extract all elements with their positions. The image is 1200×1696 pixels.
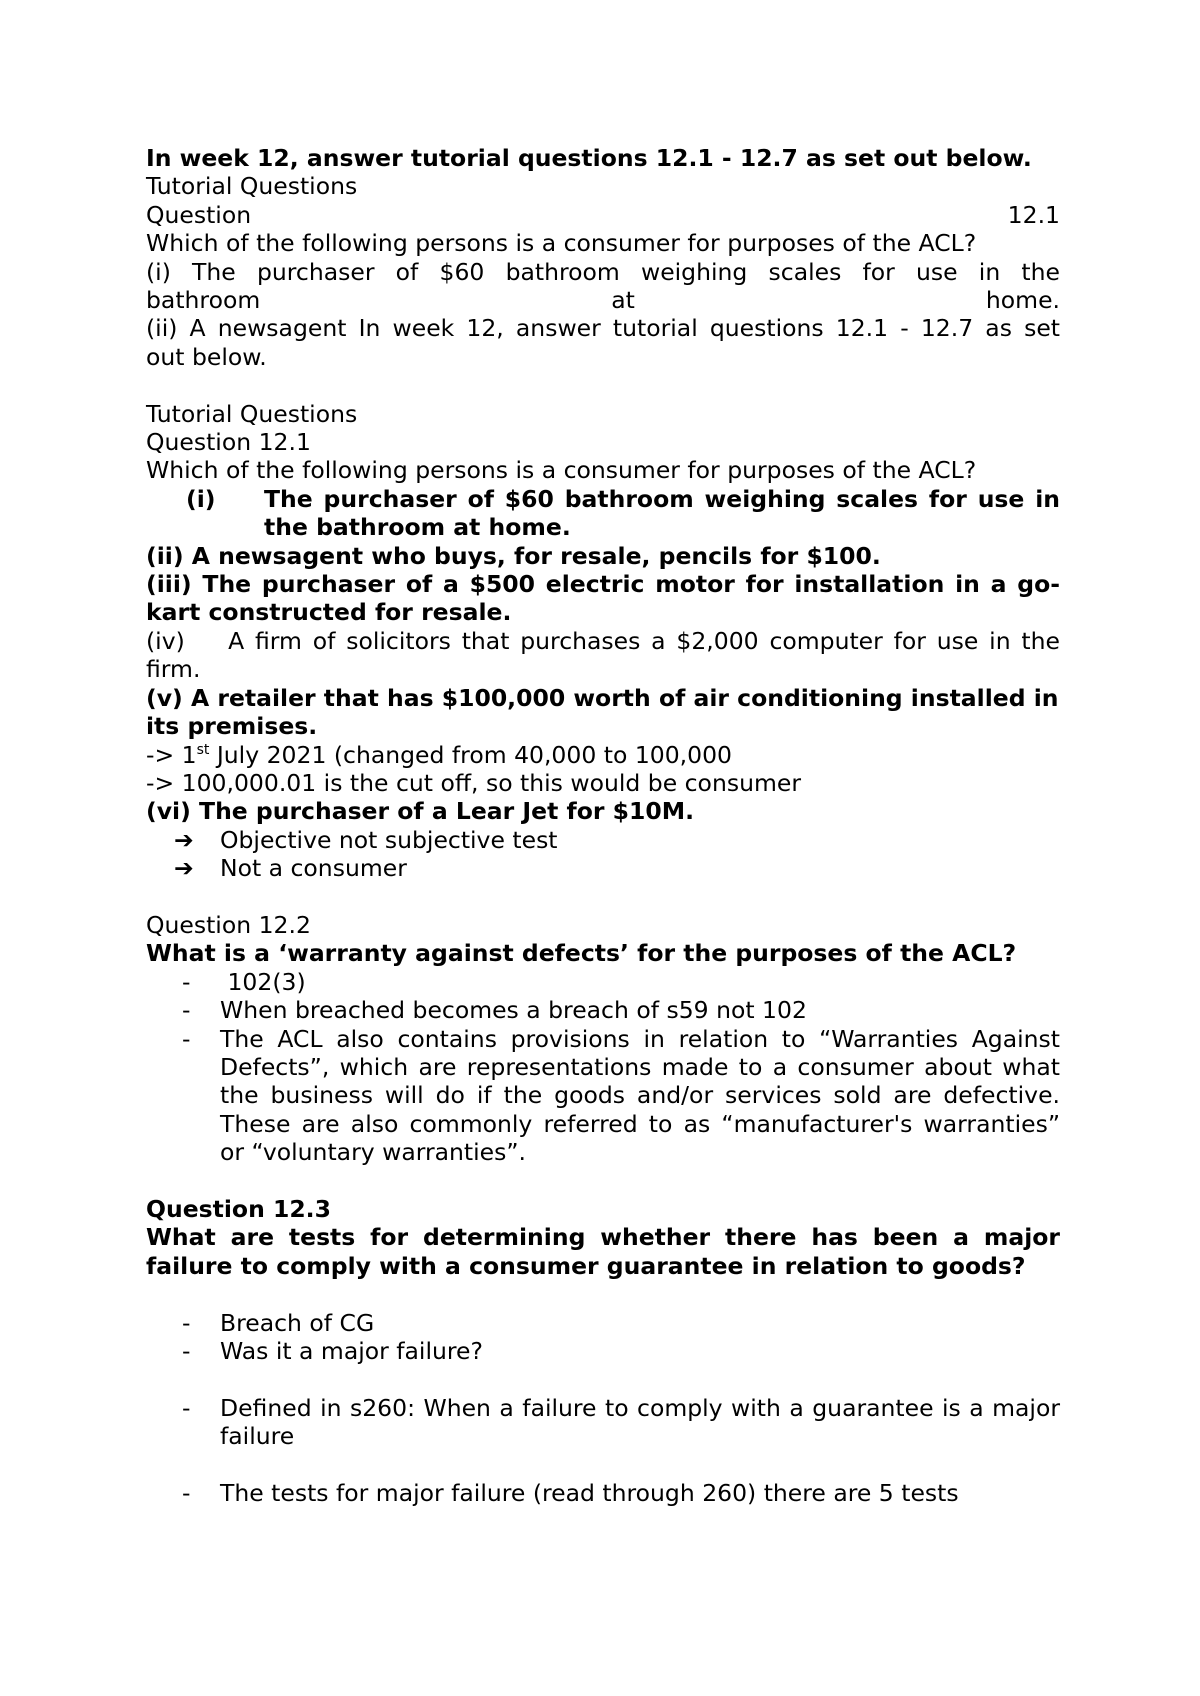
question-12-1-text: Which of the following persons is a consumer for purposes of the ACL? bbox=[146, 456, 977, 485]
dash-bullet: - bbox=[182, 1337, 191, 1365]
list-item-text: Objective not subjective test bbox=[220, 825, 558, 854]
note-1 bbox=[146, 741, 1060, 769]
item-i-text: The purchaser of $60 bathroom weighing scales for use in the bathroom at home. bbox=[264, 484, 1060, 542]
intro-heading: In week 12, answer tutorial questions 12.1 - 12.7 as set out below. bbox=[146, 144, 1032, 172]
tutorial-subheading: Tutorial Questions bbox=[146, 399, 358, 428]
intro-word: bathroom bbox=[146, 286, 261, 315]
list-item bbox=[146, 968, 1060, 996]
spacer bbox=[146, 1280, 1060, 1308]
dash-bullet: - bbox=[182, 967, 191, 996]
list-item-text: Not a consumer bbox=[220, 854, 407, 883]
question-12-3-title: Question 12.3 bbox=[146, 1194, 331, 1223]
question-12-2-title: Question 12.2 bbox=[146, 910, 311, 939]
item-i bbox=[146, 485, 1060, 542]
intro-question-text: Which of the following persons is a consumer for purposes of the ACL? bbox=[146, 229, 977, 258]
question-12-2-text: What is a ‘warranty against defects’ for the purposes of the ACL? bbox=[146, 939, 1017, 968]
dash-list bbox=[146, 1309, 1060, 1366]
note-2: -> 100,000.01 is the cut off, so this would be consumer bbox=[146, 768, 801, 797]
document-body bbox=[146, 144, 1060, 1507]
list-item-text: The ACL also contains provisions in relation to “Warranties Against Defects”, which are representations made to a consumer about what the business will do if the goods and/or services sold are defective. These are also commonly referred to as “manufacturer's warranties” or “voluntary warranties”. bbox=[220, 1024, 1060, 1167]
dash-bullet: - bbox=[182, 996, 191, 1025]
dash-list bbox=[146, 1394, 1060, 1451]
dash-bullet: - bbox=[182, 1393, 191, 1422]
intro-question-line bbox=[146, 201, 1060, 229]
dash-bullet: - bbox=[182, 1024, 191, 1053]
intro-word: home. bbox=[985, 286, 1060, 315]
list-item bbox=[146, 1394, 1060, 1451]
spacer bbox=[146, 1167, 1060, 1195]
arrow-icon: ➔ bbox=[174, 854, 194, 883]
note-1-prefix: -> 1 bbox=[146, 740, 197, 769]
list-item bbox=[146, 1309, 1060, 1337]
item-iv bbox=[146, 627, 1060, 684]
intro-question-number: 12.1 bbox=[1007, 200, 1060, 229]
spacer bbox=[146, 371, 1060, 399]
list-item-text: Defined in s260: When a failure to comply with a guarantee is a major failure bbox=[220, 1393, 1060, 1451]
question-12-3-text: What are tests for determining whether there has been a major failure to comply with a consumer guarantee in relation to goods? bbox=[146, 1223, 1060, 1280]
item-iv-text: A firm of solicitors that purchases a $2,000 computer for use in the firm. bbox=[146, 626, 1060, 684]
dash-list bbox=[146, 968, 1060, 1167]
arrow-list bbox=[146, 826, 1060, 883]
list-item bbox=[146, 1337, 1060, 1365]
intro-item-ii-line2: out below. bbox=[146, 342, 267, 371]
note-1-suffix: July 2021 (changed from 40,000 to 100,000 bbox=[209, 740, 733, 769]
item-i-label: (i) bbox=[186, 484, 216, 513]
intro-word: at bbox=[611, 286, 635, 315]
list-item bbox=[146, 996, 1060, 1024]
list-item bbox=[146, 854, 1060, 882]
list-item-text: Breach of CG bbox=[220, 1308, 375, 1337]
intro-subheading: Tutorial Questions bbox=[146, 172, 358, 201]
item-ii: (ii) A newsagent who buys, for resale, pencils for $100. bbox=[146, 541, 881, 570]
item-iii: (iii) The purchaser of a $500 electric motor for installation in a go-kart constructed for resale. bbox=[146, 570, 1060, 627]
spacer bbox=[146, 1451, 1060, 1479]
intro-item-ii-line1: (ii) A newsagent In week 12, answer tutorial questions 12.1 - 12.7 as set bbox=[146, 314, 1060, 343]
list-item-text: The tests for major failure (read through 260) there are 5 tests bbox=[220, 1479, 959, 1507]
intro-item-i-line2 bbox=[146, 286, 1060, 314]
question-12-1-title: Question 12.1 bbox=[146, 428, 311, 457]
list-item-text: 102(3) bbox=[220, 967, 306, 996]
dash-bullet: - bbox=[182, 1479, 191, 1507]
list-item-text: When breached becomes a breach of s59 not 102 bbox=[220, 996, 807, 1025]
spacer bbox=[146, 1365, 1060, 1393]
note-1-sup: st bbox=[196, 741, 210, 758]
list-item-text: Was it a major failure? bbox=[220, 1337, 483, 1365]
item-iv-label: (iv) bbox=[146, 626, 185, 655]
arrow-icon: ➔ bbox=[174, 825, 194, 854]
item-vi: (vi) The purchaser of a Lear Jet for $10M. bbox=[146, 797, 695, 826]
list-item bbox=[146, 1479, 1060, 1507]
item-v: (v) A retailer that has $100,000 worth of air conditioning installed in its premises. bbox=[146, 683, 1059, 741]
list-item bbox=[146, 1025, 1060, 1167]
intro-item-i-line1: (i) The purchaser of $60 bathroom weighing scales for use in the bbox=[146, 257, 1060, 286]
spacer bbox=[146, 883, 1060, 911]
dash-bullet: - bbox=[182, 1308, 191, 1337]
intro-question-label: Question bbox=[146, 200, 252, 229]
dash-list bbox=[146, 1479, 1060, 1507]
list-item bbox=[146, 826, 1060, 854]
